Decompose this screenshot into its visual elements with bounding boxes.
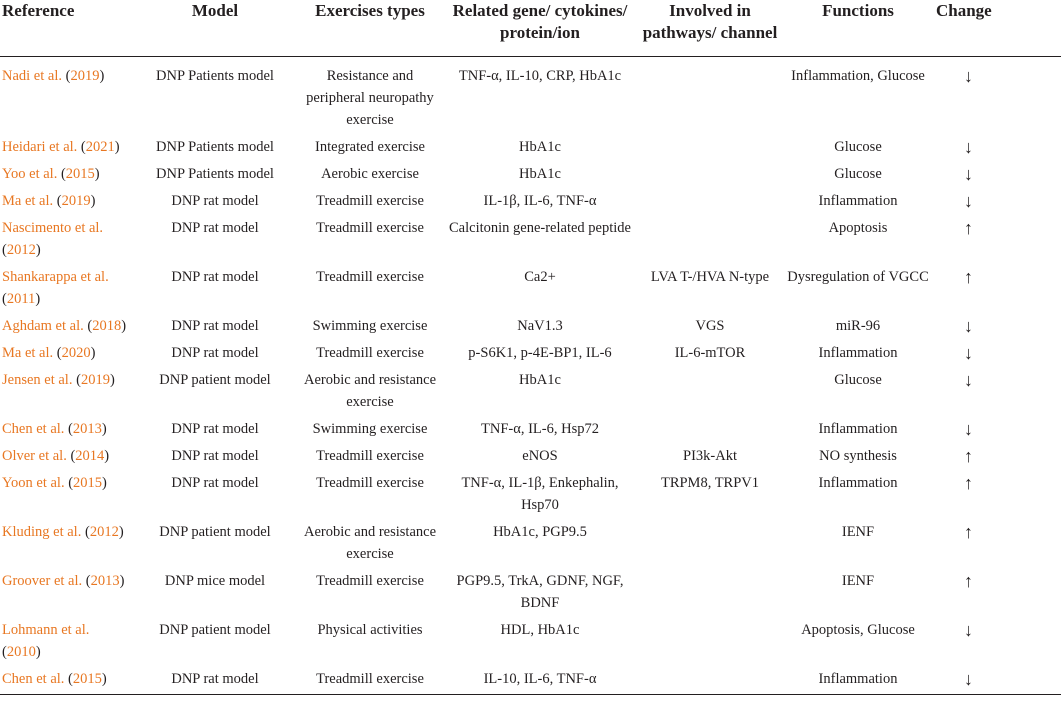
reference-year-link[interactable]: 2019 bbox=[61, 193, 91, 209]
cell-related-gene: TNF-α, IL-1β, Enkephalin, Hsp70 bbox=[461, 475, 619, 513]
table-row bbox=[0, 217, 1061, 261]
header-functions: Functions bbox=[780, 0, 936, 57]
cell-pathway bbox=[640, 619, 780, 663]
cell-pathway bbox=[640, 217, 780, 261]
cell-exercise-type: Aerobic exercise bbox=[321, 166, 419, 182]
reference-link[interactable]: Ma et al. bbox=[2, 345, 54, 361]
cell-reference: Olver et al. (2014) bbox=[2, 448, 110, 464]
cell-change-arrow: ↓ bbox=[936, 668, 1061, 695]
cell-related-gene: Ca2+ bbox=[524, 269, 556, 285]
reference-link[interactable]: Yoon et al. bbox=[2, 475, 65, 491]
header-model: Model bbox=[130, 0, 300, 57]
cell-exercise-type: Treadmill exercise bbox=[316, 448, 424, 464]
table-row bbox=[0, 266, 1061, 310]
cell-exercise-type: Resistance and peripheral neuropathy exercise bbox=[306, 68, 434, 128]
cell-change-arrow: ↑ bbox=[964, 522, 973, 542]
cell-pathway bbox=[640, 668, 780, 695]
reference-year-link[interactable]: 2019 bbox=[70, 68, 100, 84]
header-exercise-types: Exercises types bbox=[300, 0, 440, 57]
header-change: Change bbox=[936, 0, 1061, 57]
reference-year-link[interactable]: 2020 bbox=[61, 345, 91, 361]
reference-link[interactable]: Chen et al. bbox=[2, 421, 65, 437]
table-row bbox=[0, 190, 1061, 212]
cell-reference: Nadi et al. (2019) bbox=[2, 68, 105, 84]
cell-exercise-type: Integrated exercise bbox=[315, 139, 425, 155]
cell-related-gene: NaV1.3 bbox=[517, 318, 563, 334]
cell-model: DNP rat model bbox=[171, 220, 259, 236]
cell-model: DNP Patients model bbox=[156, 68, 274, 84]
cell-exercise-type: Physical activities bbox=[317, 622, 423, 638]
table-row bbox=[0, 163, 1061, 185]
cell-reference: Lohmann et al. (2010) bbox=[2, 622, 90, 660]
cell-exercise-type: Treadmill exercise bbox=[316, 193, 424, 209]
cell-reference: Kluding et al. (2012) bbox=[2, 524, 124, 540]
cell-pathway bbox=[640, 163, 780, 185]
cell-reference: Heidari et al. (2021) bbox=[2, 139, 120, 155]
cell-function: Inflammation bbox=[780, 668, 936, 695]
cell-related-gene: HbA1c, PGP9.5 bbox=[493, 524, 587, 540]
cell-exercise-type: Treadmill exercise bbox=[316, 345, 424, 361]
cell-pathway: IL-6-mTOR bbox=[674, 345, 746, 361]
cell-pathway bbox=[640, 57, 780, 132]
cell-reference: Aghdam et al. (2018) bbox=[2, 318, 127, 334]
cell-related-gene: Calcitonin gene-related peptide bbox=[449, 220, 631, 236]
cell-function: Inflammation bbox=[818, 193, 898, 209]
cell-change-arrow: ↓ bbox=[964, 137, 973, 157]
cell-exercise-type: Treadmill exercise bbox=[316, 220, 424, 236]
cell-change-arrow: ↓ bbox=[964, 316, 973, 336]
reference-year-link[interactable]: 2021 bbox=[85, 139, 115, 155]
cell-exercise-type: Swimming exercise bbox=[312, 421, 428, 437]
reference-link[interactable]: Nascimento et al. bbox=[2, 220, 104, 236]
reference-year-link[interactable]: 2011 bbox=[6, 291, 36, 307]
cell-exercise-type: Aerobic and resistance exercise bbox=[303, 524, 437, 562]
header-pathways: Involved in pathways/ channel bbox=[640, 0, 780, 57]
cell-change-arrow: ↑ bbox=[964, 473, 973, 493]
reference-link[interactable]: Chen et al. bbox=[2, 671, 65, 687]
cell-related-gene: HDL, HbA1c bbox=[500, 622, 580, 638]
cell-exercise-type: Treadmill exercise bbox=[316, 269, 424, 285]
cell-change-arrow: ↑ bbox=[964, 446, 973, 466]
cell-related-gene: TNF-α, IL-6, Hsp72 bbox=[481, 421, 599, 437]
cell-related-gene: HbA1c bbox=[519, 139, 561, 155]
reference-link[interactable]: Jensen et al. bbox=[2, 372, 73, 388]
reference-year-link[interactable]: 2013 bbox=[72, 421, 102, 437]
cell-model: DNP rat model bbox=[171, 345, 259, 361]
reference-link[interactable]: Heidari et al. bbox=[2, 139, 78, 155]
cell-function: miR-96 bbox=[835, 318, 881, 334]
reference-year-link[interactable]: 2019 bbox=[80, 372, 110, 388]
cell-function: Glucose bbox=[834, 139, 882, 155]
table-row bbox=[0, 619, 1061, 663]
cell-function: Apoptosis bbox=[828, 220, 888, 236]
cell-function: Apoptosis, Glucose bbox=[801, 622, 915, 638]
cell-model: DNP Patients model bbox=[156, 139, 274, 155]
cell-change-arrow: ↓ bbox=[964, 191, 973, 211]
cell-reference: Jensen et al. (2019) bbox=[2, 372, 115, 388]
cell-reference: Yoon et al. (2015) bbox=[2, 475, 107, 491]
table-row bbox=[0, 472, 1061, 516]
cell-function: Glucose bbox=[834, 166, 882, 182]
cell-model: DNP patient model bbox=[159, 524, 271, 540]
cell-reference: Ma et al. (2020) bbox=[2, 345, 96, 361]
table-row bbox=[0, 418, 1061, 440]
reference-link[interactable]: Yoo et al. bbox=[2, 166, 58, 182]
cell-reference: Chen et al. (2013) bbox=[2, 421, 107, 437]
cell-pathway: TRPM8, TRPV1 bbox=[660, 475, 760, 491]
cell-related-gene: p-S6K1, p-4E-BP1, IL-6 bbox=[468, 345, 612, 361]
cell-model: DNP rat model bbox=[171, 421, 259, 437]
cell-reference: Groover et al. (2013) bbox=[2, 573, 125, 589]
table-row bbox=[0, 668, 1061, 695]
cell-function: IENF bbox=[841, 524, 875, 540]
table-row bbox=[0, 570, 1061, 614]
cell-pathway: VGS bbox=[695, 318, 725, 334]
cell-model: DNP rat model bbox=[130, 668, 300, 695]
reference-link[interactable]: Olver et al. bbox=[2, 448, 67, 464]
table-row bbox=[0, 136, 1061, 158]
cell-related-gene: TNF-α, IL-10, CRP, HbA1c bbox=[458, 68, 622, 84]
cell-reference: Yoo et al. (2015) bbox=[2, 166, 100, 182]
header-reference: Reference bbox=[0, 0, 130, 57]
reference-year-link[interactable]: 2013 bbox=[90, 573, 120, 589]
reference-year-link[interactable]: 2015 bbox=[72, 671, 102, 687]
reference-link[interactable]: Ma et al. bbox=[2, 193, 54, 209]
table-row bbox=[0, 342, 1061, 364]
cell-change-arrow: ↓ bbox=[964, 164, 973, 184]
cell-model: DNP rat model bbox=[171, 318, 259, 334]
cell-model: DNP patient model bbox=[159, 372, 271, 388]
cell-model: DNP Patients model bbox=[156, 166, 274, 182]
cell-related-gene: IL-1β, IL-6, TNF-α bbox=[483, 193, 597, 209]
cell-change-arrow: ↓ bbox=[964, 66, 973, 86]
cell-change-arrow: ↓ bbox=[964, 343, 973, 363]
table-row bbox=[0, 521, 1061, 565]
cell-model: DNP rat model bbox=[171, 193, 259, 209]
reference-link[interactable]: Shankarappa et al. bbox=[2, 269, 109, 285]
header-related-gene: Related gene/ cytokines/ protein/ion bbox=[440, 0, 640, 57]
reference-year-link[interactable]: 2012 bbox=[89, 524, 119, 540]
cell-reference: Shankarappa et al. (2011) bbox=[2, 269, 109, 307]
cell-change-arrow: ↓ bbox=[964, 419, 973, 439]
reference-year-link[interactable]: 2012 bbox=[6, 242, 36, 258]
cell-function: Dysregulation of VGCC bbox=[787, 269, 929, 285]
cell-reference: Chen et al. (2015) bbox=[0, 668, 130, 695]
cell-function: Inflammation bbox=[818, 421, 898, 437]
cell-related-gene: PGP9.5, TrkA, GDNF, NGF, BDNF bbox=[456, 573, 624, 611]
cell-pathway: LVA T-/HVA N-type bbox=[650, 269, 770, 285]
header-row bbox=[0, 0, 1061, 57]
cell-function: Glucose bbox=[834, 372, 882, 388]
cell-function: Inflammation, Glucose bbox=[791, 68, 925, 84]
reference-link[interactable]: Nadi et al. bbox=[2, 68, 62, 84]
cell-pathway bbox=[640, 369, 780, 413]
cell-model: DNP rat model bbox=[171, 475, 259, 491]
reference-link[interactable]: Aghdam et al. bbox=[2, 318, 84, 334]
reference-year-link[interactable]: 2015 bbox=[65, 166, 95, 182]
cell-pathway bbox=[640, 570, 780, 614]
table-row bbox=[0, 369, 1061, 413]
cell-model: DNP rat model bbox=[171, 448, 259, 464]
cell-function: IENF bbox=[841, 573, 875, 589]
reference-link[interactable]: Lohmann et al. bbox=[2, 622, 90, 638]
cell-related-gene: HbA1c bbox=[519, 166, 561, 182]
table-row bbox=[0, 315, 1061, 337]
cell-change-arrow: ↓ bbox=[964, 370, 973, 390]
cell-model: DNP mice model bbox=[164, 573, 266, 589]
reference-link[interactable]: Groover et al. bbox=[2, 573, 83, 589]
cell-exercise-type: Treadmill exercise bbox=[316, 573, 424, 589]
cell-change-arrow: ↑ bbox=[964, 267, 973, 287]
table-row bbox=[0, 57, 1061, 132]
cell-pathway bbox=[640, 136, 780, 158]
reference-link[interactable]: Kluding et al. bbox=[2, 524, 82, 540]
cell-exercise-type: Treadmill exercise bbox=[300, 668, 440, 695]
cell-model: DNP rat model bbox=[171, 269, 259, 285]
cell-pathway bbox=[640, 190, 780, 212]
cell-pathway bbox=[640, 418, 780, 440]
cell-related-gene: eNOS bbox=[522, 448, 558, 464]
cell-exercise-type: Treadmill exercise bbox=[316, 475, 424, 491]
cell-exercise-type: Aerobic and resistance exercise bbox=[303, 372, 437, 410]
cell-change-arrow: ↑ bbox=[964, 571, 973, 591]
reference-year-link[interactable]: 2014 bbox=[75, 448, 105, 464]
cell-change-arrow: ↑ bbox=[964, 218, 973, 238]
table-row bbox=[0, 445, 1061, 467]
cell-reference: Nascimento et al. (2012) bbox=[2, 220, 104, 258]
reference-year-link[interactable]: 2015 bbox=[73, 475, 103, 491]
cell-reference: Ma et al. (2019) bbox=[2, 193, 96, 209]
cell-exercise-type: Swimming exercise bbox=[312, 318, 428, 334]
cell-function: Inflammation bbox=[818, 345, 898, 361]
cell-change-arrow: ↓ bbox=[964, 620, 973, 640]
cell-related-gene: IL-10, IL-6, TNF-α bbox=[440, 668, 640, 695]
reference-year-link[interactable]: 2010 bbox=[6, 644, 36, 660]
cell-function: NO synthesis bbox=[819, 448, 897, 464]
cell-function: Inflammation bbox=[818, 475, 898, 491]
cell-pathway bbox=[640, 521, 780, 565]
table-body bbox=[0, 57, 1061, 695]
cell-model: DNP patient model bbox=[159, 622, 271, 638]
reference-year-link[interactable]: 2018 bbox=[92, 318, 122, 334]
cell-related-gene: HbA1c bbox=[519, 372, 561, 388]
cell-pathway: PI3k-Akt bbox=[683, 448, 737, 464]
